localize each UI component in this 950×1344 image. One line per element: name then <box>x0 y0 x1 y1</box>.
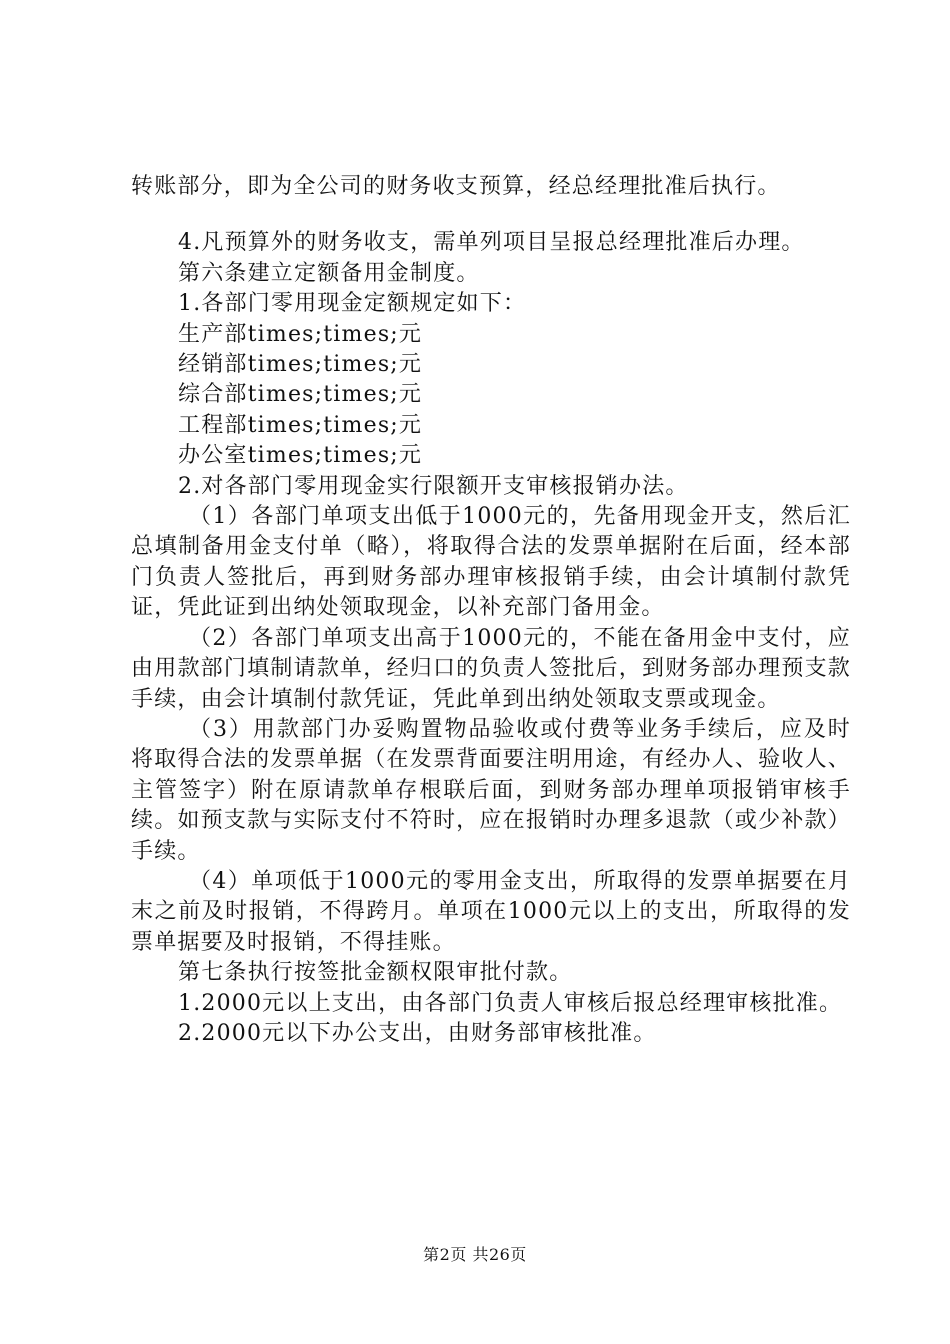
sub-item-3: （3）用款部门办妥购置物品验收或付费等业务手续后，应及时将取得合法的发票单据（在发票背面要注明用途，有经办人、验收人、主管签字）附在原请款单存根联后面，到财务部办理单项报销审核手续。如预支款与实际支付不符时，应在报销时办理多退款（或少补款）手续。 <box>131 716 851 864</box>
page-number-footer: 第2页 共26页 <box>423 1245 527 1264</box>
sub-item-1: （1）各部门单项支出低于1000元的，先备用现金开支，然后汇总填制备用金支付单（略），将取得合法的发票单据附在后面，经本部门负责人签批后，再到财务部办理审核报销手续，由会计填制付款凭证，凭此证到出纳处领取现金，以补充部门备用金。 <box>131 504 851 621</box>
dept-quota-office: 办公室times;times;元 <box>178 443 423 469</box>
paragraph-item-4: 4.凡预算外的财务收支，需单列项目呈报总经理批准后办理。 <box>178 230 805 256</box>
sub-item-4: （4）单项低于1000元的零用金支出，所取得的发票单据要在月末之前及时报销，不得跨月。单项在1000元以上的支出，所取得的发票单据要及时报销，不得挂账。 <box>131 868 851 955</box>
article-6-heading: 第六条建立定额备用金制度。 <box>178 260 480 286</box>
dept-quota-engineering: 工程部times;times;元 <box>178 412 423 438</box>
paragraph-continuation: 转账部分，即为全公司的财务收支预算，经总经理批准后执行。 <box>131 174 781 199</box>
dept-quota-sales: 经销部times;times;元 <box>178 352 423 378</box>
article-7-item-2: 2.2000元以下办公支出，由财务部审核批准。 <box>178 1020 657 1046</box>
article-7-heading: 第七条执行按签批金额权限审批付款。 <box>178 960 573 986</box>
article-7-item-1: 1.2000元以上支出，由各部门负责人审核后报总经理审核批准。 <box>178 990 843 1016</box>
paragraph-item-2: 2.对各部门零用现金实行限额开支审核报销办法。 <box>178 473 689 499</box>
paragraph-item-1: 1.各部门零用现金定额规定如下： <box>178 291 527 317</box>
dept-quota-general: 综合部times;times;元 <box>178 382 423 408</box>
dept-quota-production: 生产部times;times;元 <box>178 321 423 347</box>
sub-item-2: （2）各部门单项支出高于1000元的，不能在备用金中支付，应由用款部门填制请款单，经归口的负责人签批后，到财务部办理预支款手续，由会计填制付款凭证，凭此单到出纳处领取支票或现金。 <box>131 625 851 712</box>
document-body <box>131 172 851 1049</box>
